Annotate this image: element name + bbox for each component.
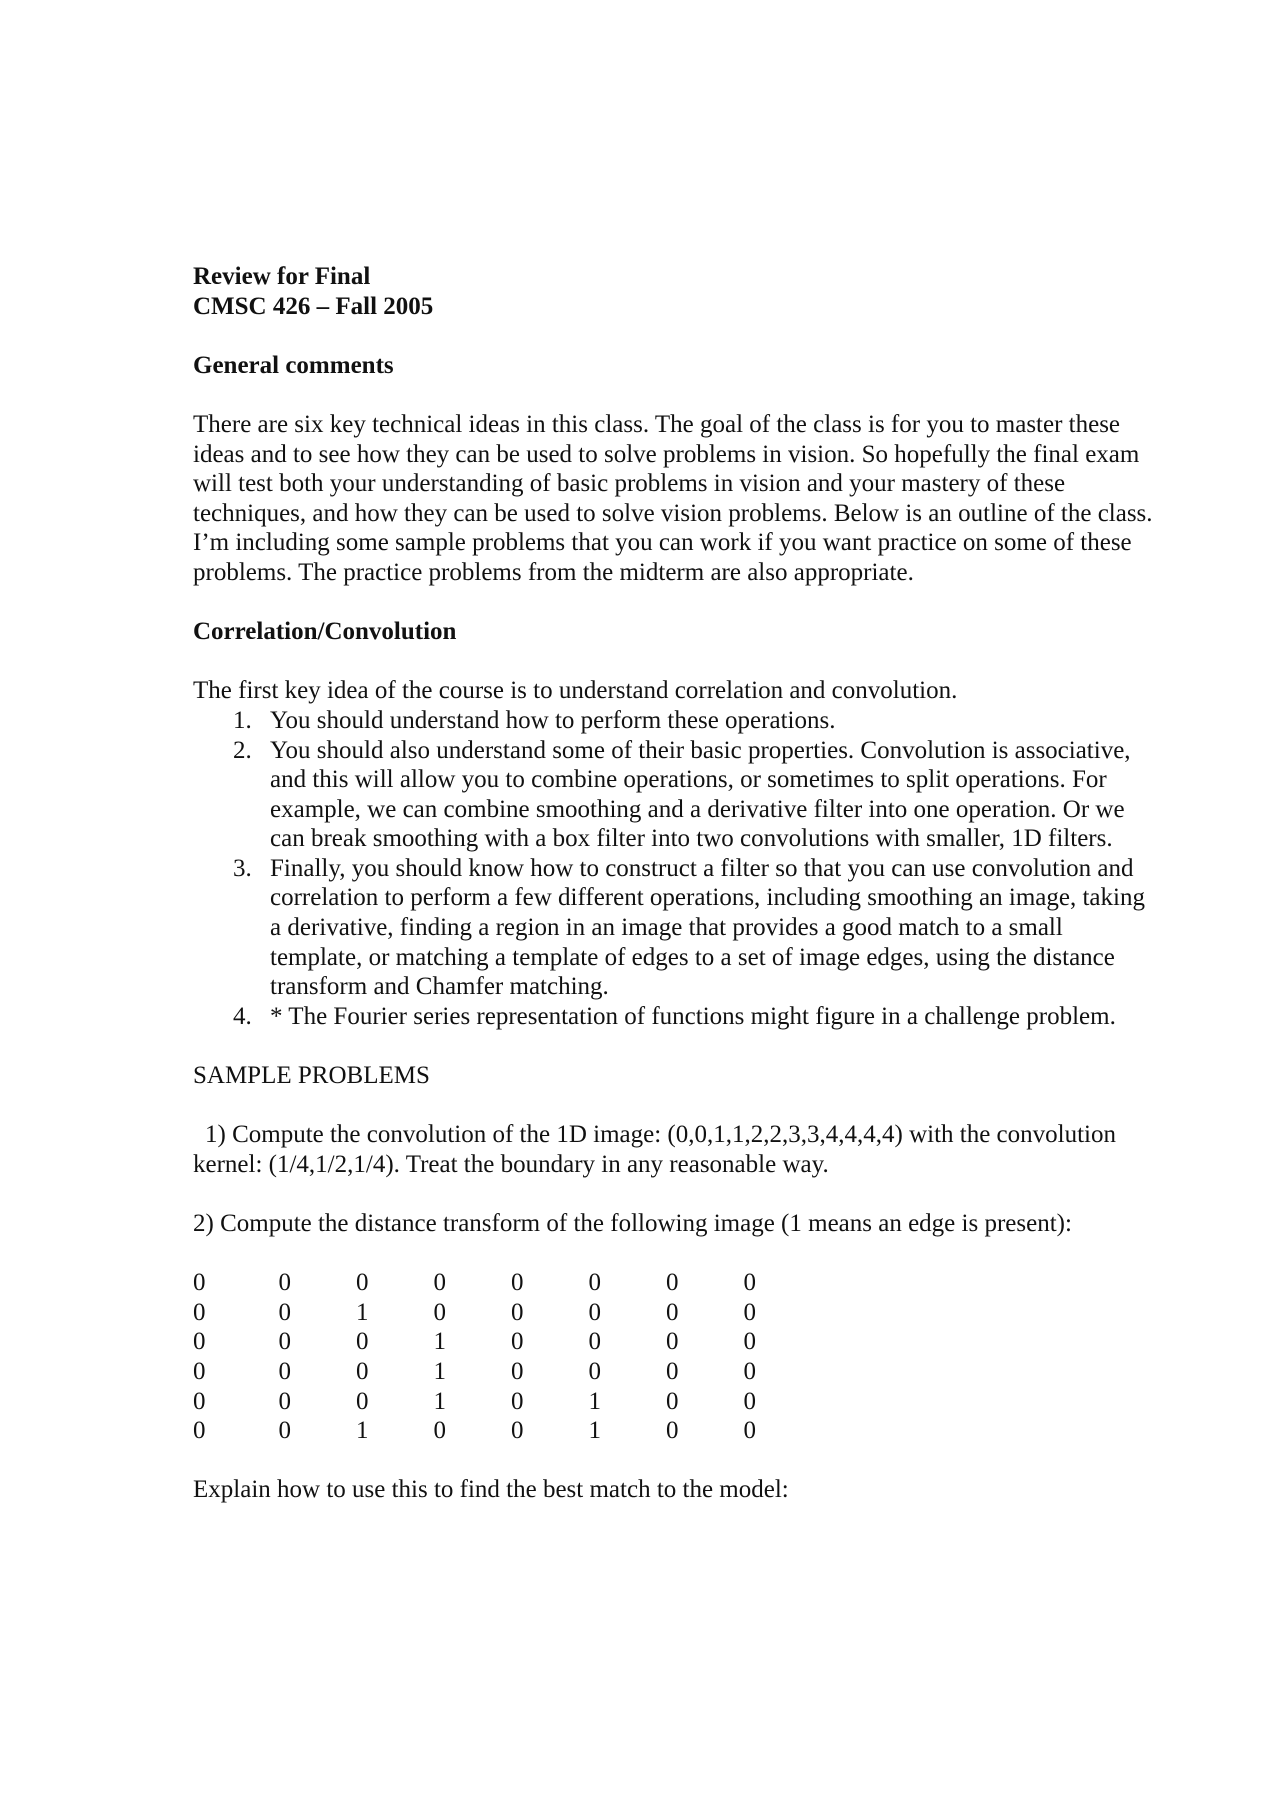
correlation-heading: Correlation/Convolution: [193, 618, 457, 646]
problem-2: 2) Compute the distance transform of the following image (1 means an edge is present):: [193, 1210, 1072, 1237]
grid-cell: 0: [511, 1387, 524, 1415]
grid-cell: 0: [356, 1269, 369, 1297]
grid-cell: 0: [588, 1269, 601, 1297]
grid-cell: 0: [666, 1328, 679, 1356]
grid-cell: 0: [666, 1387, 679, 1415]
spacer: [193, 1091, 1153, 1121]
grid-cell: 0: [511, 1328, 524, 1356]
grid-cell: 0: [278, 1269, 291, 1297]
grid-cell: 0: [433, 1298, 446, 1326]
grid-cell: 1: [433, 1387, 446, 1415]
grid-row: [193, 1298, 813, 1328]
spacer: [193, 380, 1153, 410]
list-item: [193, 736, 1153, 854]
grid-cell: 0: [743, 1387, 756, 1415]
grid-cell: 0: [193, 1269, 206, 1297]
grid-cell: 0: [588, 1328, 601, 1356]
correlation-list: [193, 706, 1153, 1032]
grid-cell: 0: [356, 1357, 369, 1385]
list-item-text: You should also understand some of their basic properties. Convolution is associative, and this will allow you to combine operations, or sometimes to split operations. For example, we can combine smoothing and a derivative filter into one operation. Or we can break smoothing with a box filter into two convolutions with smaller, 1D filters.: [270, 736, 1131, 853]
list-item-text: You should understand how to perform these operations.: [270, 706, 836, 734]
grid-cell: 1: [588, 1417, 601, 1445]
grid-cell: 0: [278, 1387, 291, 1415]
spacer: [193, 1239, 1153, 1269]
grid-cell: 0: [193, 1417, 206, 1445]
general-comments-paragraph: There are six key technical ideas in this class. The goal of the class is for you to master these ideas and to see how they can be used to solve problems in vision. So hopefully the final exam will test both your understanding of basic problems in vision and your mastery of these techniques, and how they can be used to solve vision problems. Below is an outline of the class. I’m including some sample problems that you can work if you want practice on some of these problems. The practice problems from the midterm are also appropriate.: [193, 410, 1153, 586]
grid-cell: 0: [666, 1269, 679, 1297]
grid-cell: 1: [356, 1298, 369, 1326]
grid-cell: 0: [511, 1298, 524, 1326]
list-item: [193, 706, 1153, 736]
document-page: [193, 262, 1153, 1505]
list-item-text: * The Fourier series representation of functions might figure in a challenge problem.: [270, 1002, 1116, 1030]
general-comments-heading: General comments: [193, 351, 394, 379]
grid-cell: 0: [433, 1417, 446, 1445]
grid-cell: 1: [356, 1417, 369, 1445]
grid-cell: 0: [356, 1387, 369, 1415]
document-title: Review for Final: [193, 263, 371, 290]
grid-cell: 0: [743, 1328, 756, 1356]
correlation-intro: The first key idea of the course is to understand correlation and convolution.: [193, 677, 958, 705]
grid-cell: 0: [278, 1417, 291, 1445]
list-item-number: 4.: [233, 1002, 252, 1030]
grid-cell: 0: [193, 1357, 206, 1385]
grid-cell: 0: [356, 1328, 369, 1356]
list-item-text: Finally, you should know how to construct a filter so that you can use convolution and correlation to perform a few different operations, including smoothing an image, taking a derivative, finding a region in an image that provides a good match to a small template, or matching a template of edges to a set of image edges, using the distance transform and Chamfer matching.: [270, 854, 1145, 1001]
grid-cell: 0: [588, 1298, 601, 1326]
list-item: [193, 1002, 1153, 1032]
grid-cell: 1: [588, 1387, 601, 1415]
grid-row: [193, 1416, 813, 1446]
grid-row: [193, 1387, 813, 1417]
grid-cell: 0: [278, 1357, 291, 1385]
course-label: CMSC 426 – Fall 2005: [193, 292, 434, 320]
explain-prompt: Explain how to use this to find the best match to the model:: [193, 1476, 789, 1504]
grid-cell: 0: [743, 1269, 756, 1297]
grid-cell: 0: [511, 1417, 524, 1445]
edge-image-grid: [193, 1268, 813, 1446]
grid-cell: 0: [666, 1298, 679, 1326]
spacer: [193, 647, 1153, 677]
spacer: [193, 1179, 1153, 1209]
list-item-number: 3.: [233, 854, 252, 882]
grid-cell: 0: [193, 1328, 206, 1356]
grid-row: [193, 1268, 813, 1298]
grid-cell: 0: [666, 1357, 679, 1385]
grid-cell: 0: [433, 1269, 446, 1297]
grid-cell: 0: [511, 1357, 524, 1385]
grid-cell: 0: [278, 1328, 291, 1356]
problem-1: 1) Compute the convolution of the 1D image: (0,0,1,1,2,2,3,3,4,4,4,4) with the convolution kernel: (1/4,1/2,1/4). Treat the boundary in any reasonable way.: [193, 1121, 1116, 1178]
spacer: [193, 321, 1153, 351]
grid-cell: 0: [193, 1387, 206, 1415]
grid-cell: 0: [511, 1269, 524, 1297]
spacer: [193, 1446, 1153, 1476]
grid-row: [193, 1357, 813, 1387]
list-item-number: 1.: [233, 706, 252, 734]
list-item: [193, 854, 1153, 1002]
grid-cell: 0: [743, 1298, 756, 1326]
spacer: [193, 588, 1153, 618]
grid-cell: 0: [743, 1417, 756, 1445]
grid-cell: 0: [666, 1417, 679, 1445]
grid-cell: 1: [433, 1328, 446, 1356]
grid-cell: 0: [278, 1298, 291, 1326]
grid-row: [193, 1327, 813, 1357]
grid-cell: 0: [588, 1357, 601, 1385]
spacer: [193, 1031, 1153, 1061]
grid-cell: 1: [433, 1357, 446, 1385]
grid-cell: 0: [743, 1357, 756, 1385]
grid-cell: 0: [193, 1298, 206, 1326]
list-item-number: 2.: [233, 736, 252, 764]
sample-problems-heading: SAMPLE PROBLEMS: [193, 1062, 430, 1090]
